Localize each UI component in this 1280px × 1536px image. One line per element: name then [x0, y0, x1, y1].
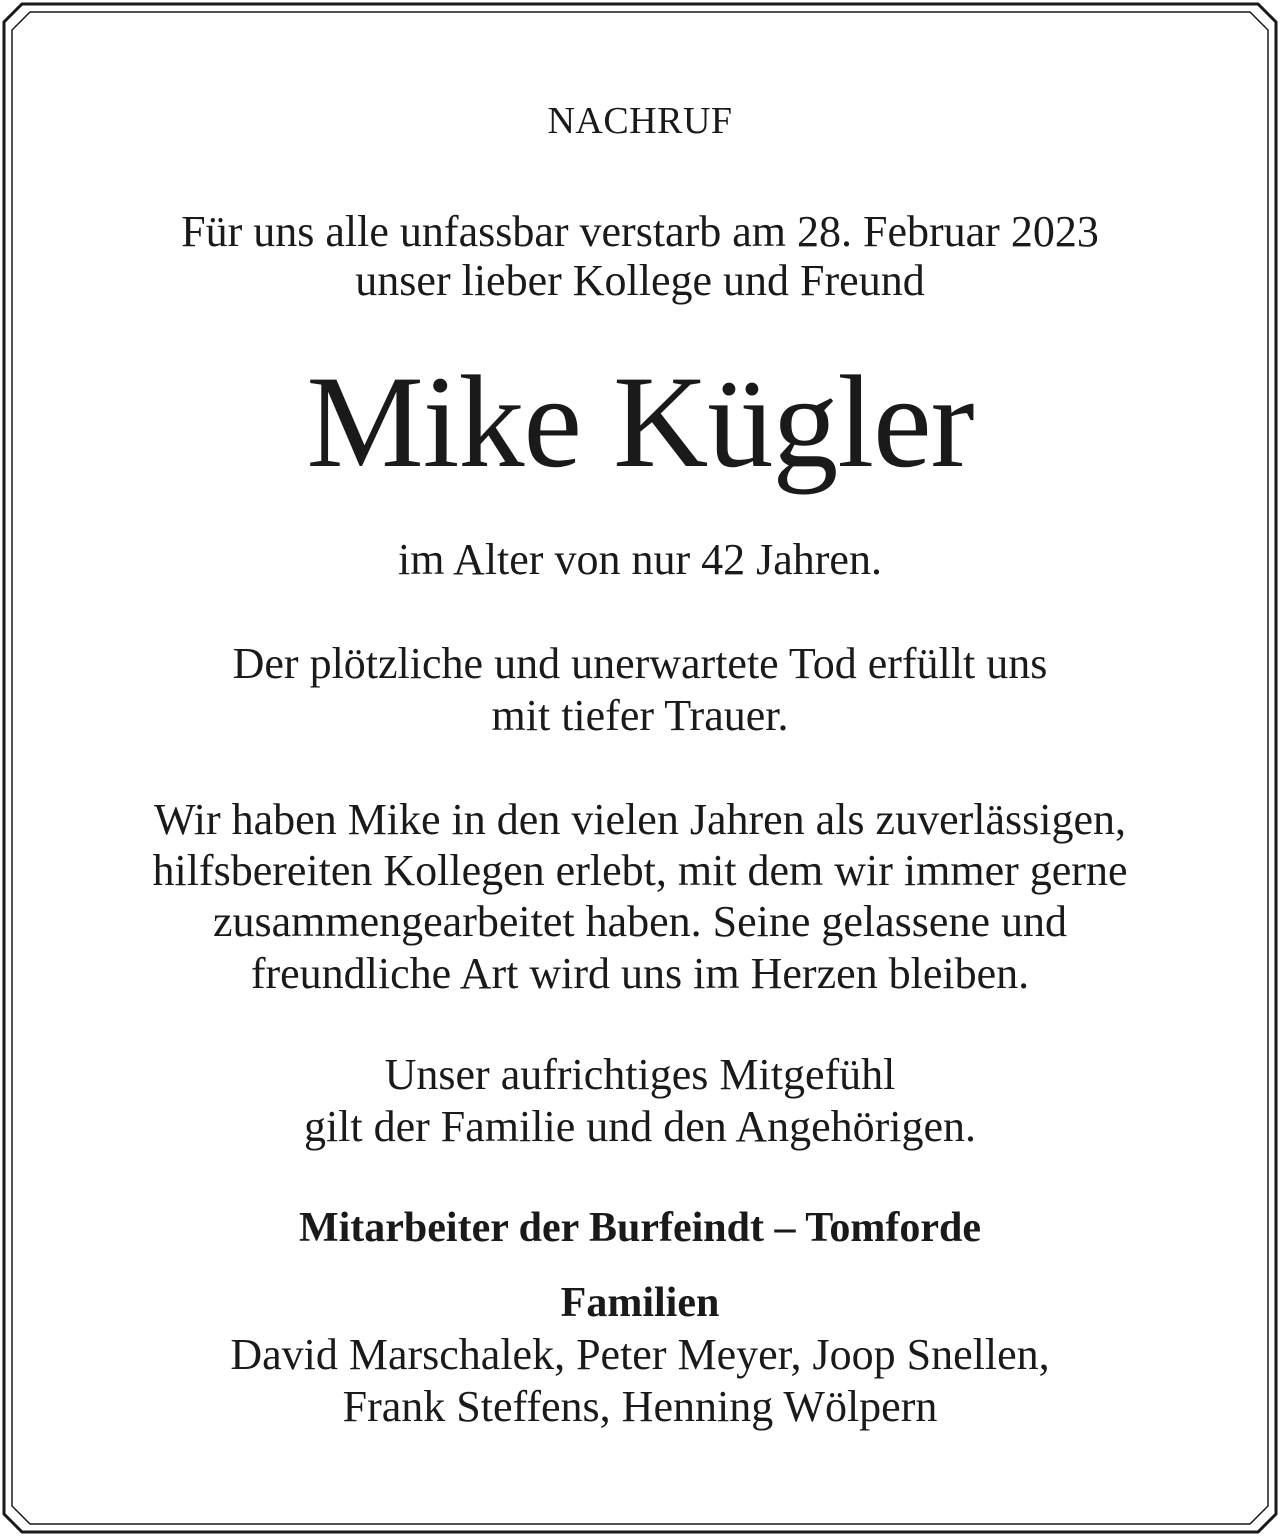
tribute-line-1: Wir haben Mike in den vielen Jahren als zuverlässigen, — [153, 795, 1127, 844]
intro-line-2: unser lieber Kollege und Freund — [355, 256, 925, 305]
grief-line-2: mit tiefer Trauer. — [491, 691, 789, 740]
deceased-name: Mike Kügler — [306, 348, 974, 495]
tribute-line-3: zusammengearbeitet haben. Seine gelassene und — [212, 897, 1067, 946]
grief-line-1: Der plötzliche und unerwartete Tod erfüllt uns — [232, 639, 1048, 688]
signature-families-label: Familien — [560, 1280, 720, 1326]
tribute-line-2: hilfsbereiten Kollegen erlebt, mit dem wir immer gerne — [152, 846, 1128, 895]
obituary-header: NACHRUF — [547, 100, 733, 142]
intro-line-1: Für uns alle unfassbar verstarb am 28. Februar 2023 — [181, 207, 1099, 256]
signature-names-line-2: Frank Steffens, Henning Wölpern — [342, 1382, 938, 1431]
condolence-line-2: gilt der Familie und den Angehörigen. — [303, 1102, 977, 1151]
signature-company: Mitarbeiter der Burfeindt – Tomforde — [298, 1205, 982, 1251]
age-line: im Alter von nur 42 Jahren. — [398, 535, 882, 584]
signature-names-line-1: David Marschalek, Peter Meyer, Joop Snellen, — [230, 1330, 1050, 1379]
tribute-line-4: freundliche Art wird uns im Herzen bleiben. — [250, 949, 1030, 998]
condolence-line-1: Unser aufrichtiges Mitgefühl — [384, 1050, 896, 1099]
